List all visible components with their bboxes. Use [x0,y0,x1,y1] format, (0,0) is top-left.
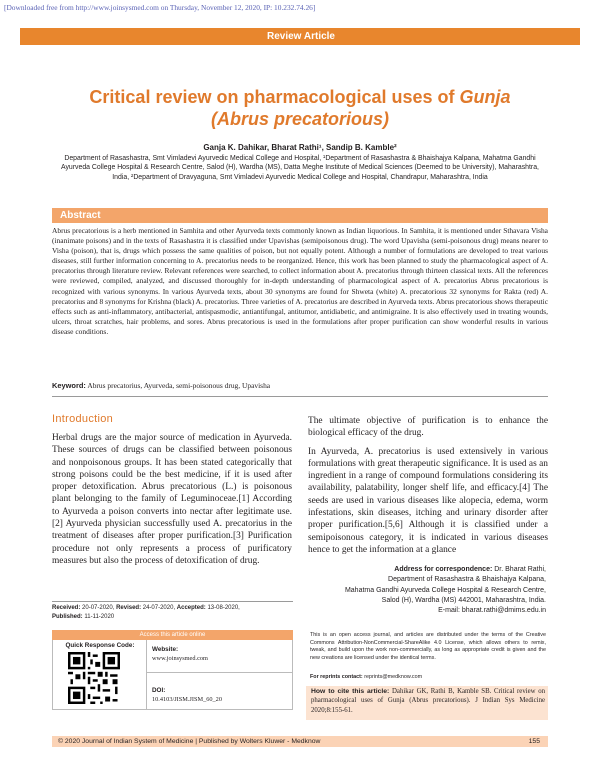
title-prefix: Critical review on pharmacological uses of [89,87,460,107]
correspondence-line: Department of Rasashastra & Bhaishajya Kalpana, [388,576,546,584]
correspondence-block [326,565,546,616]
correspondence-heading [326,565,546,575]
affiliations: Department of Rasashastra, Smt Vimladevi Ayurvedic Medical College and Hospital, ¹Department of Rasashastra & Bhaishajya Kalpana, Mahatma Gandhi Ayurveda College Hospital & Research Centre, Salod (H), Wardha (MS), Datta Meghe Institute of Medical Sciences (Deemed to be University), Maharashtra, India, ²Department of Dravyaguna, Smt Vimladevi Ayurvedic Medical College and Hospital, Chandrapur, Maharashtra, India [61,155,539,181]
access-divider-horizontal [146,672,293,673]
divider [52,396,548,397]
doi-link[interactable]: 10.4103/JISM.JISM_60_20 [152,696,222,703]
intro-right-paragraph-1: The ultimate objective of purification is to enhance the biological efficacy of the drug. [308,416,548,439]
correspondence-email[interactable]: E-mail: bharat.rathi@dmims.edu.in [438,607,546,615]
correspondence-line: Mahatma Gandhi Ayurveda College Hospital & Research Centre, [344,586,546,594]
accepted-label: Accepted: [176,605,206,611]
intro-right-column [308,415,548,562]
article-title-line2 [0,108,600,130]
intro-left-column [52,432,292,573]
access-heading: Access this article online [52,630,293,640]
intro-left-paragraph: Herbal drugs are the major source of medication in Ayurveda. These sources of drugs can be classified between poisonous and nonpoisonous groups. It has been stated categorically that strong poisons could be the best medicine, if it is used after proper detoxification. Abrus precatorious (L.) is poisonous plant belonging to the family of Leguminoceae.[1] According to Ayurveda a poison converts into nectar after legitimate use.[2] Ayurveda physician successfully used A. precatorius in the treatment of diseases after proper purification.[3] Purification procedure not only represents a process of purificatory measures but also the process of detoxification of drug. [52,433,292,566]
keywords-text: Abrus precatorius, Ayurveda, semi-poisonous drug, Upavisha [87,381,271,390]
website-label: Website: [152,646,179,653]
reprints [310,674,422,680]
license-text: This is an open access journal, and articles are distributed under the terms of the Creative Commons Attribution-NonCommercial-ShareAlike 4.0 License, which allows others to remix, tweak, and build upon the work non-commercially, as long as appropriate credit is given and the new creations are licensed under the identical terms. [310,632,546,662]
article-title-line1 [0,86,600,108]
title-line2: (Abrus precatorious) [210,109,390,129]
introduction-heading: Introduction [52,413,114,425]
doi-block [152,686,222,704]
received-label: Received: [52,605,81,611]
title-italic: Gunja [459,87,511,107]
cite-text [311,687,545,715]
website-block [152,645,208,663]
website-link[interactable]: www.joinsysmed.com [152,655,208,662]
abstract-heading: Abstract [60,210,101,221]
accepted-date: 13-08-2020, [207,605,240,611]
footer-text: © 2020 Journal of Indian System of Medicine | Published by Wolters Kluwer - Medknow [58,738,321,745]
keywords-label: Keyword: [52,381,86,390]
author-list: Ganja K. Dahikar, Bharat Rathi¹, Sandip B. Kamble² [203,143,397,152]
cite-body: Dahikar GK, Rathi B, Kamble SB. Critical review on pharmacological uses of Gunja (Abrus precatorious). J Indian Sys Medicine 2020;8:155-61. [311,688,546,714]
access-divider [146,640,147,710]
published-label: Published: [52,614,83,620]
page-number: 155 [528,738,540,745]
correspondence-label: Address for correspondence: [394,566,493,573]
correspondence-line: Salod (H), Wardha (MS) 442001, Maharashtra, India. [381,596,546,604]
reprints-label: For reprints contact: [310,674,363,680]
published-date: 11-11-2020 [84,614,115,620]
qr-code-icon[interactable] [68,652,120,704]
cite-label: How to cite this article: [311,688,390,695]
doi-label: DOI: [152,687,166,694]
reprints-email[interactable]: reprints@medknow.com [364,674,423,680]
revised-label: Revised: [116,605,142,611]
keywords [52,381,548,390]
revised-date: 24-07-2020, [142,605,176,611]
received-date: 20-07-2020, [82,605,115,611]
article-type-label: Review Article [267,31,335,42]
intro-right-paragraph-2: In Ayurveda, A. precatorius is used extensively in various formulations with great therapeutic significance. It is used as an ingredient in a range of compound formulations considering its availability, palatability, longer shelf life, and efficacy.[4] The seeds are used in various diseases like alopecia, edema, worm infestations, skin diseases, itching and urinary disorder after proper purification.[5,6] Although it is classified under a semipoisonous category, it is indicated in various diseases hence to get the information at a glance [308,446,548,555]
abstract-heading-bar [52,208,548,223]
correspondence-name: Dr. Bharat Rathi, [494,566,546,573]
dates-divider [52,601,293,602]
qr-label: Quick Response Code: [65,642,135,649]
dates-block [52,604,292,622]
download-banner: [Downloaded free from http://www.joinsysmed.com on Thursday, November 12, 2020, IP: 10.232.74.26] [4,3,316,12]
abstract-text: Abrus precatorious is a herb mentioned in Samhita and other Ayurveda texts commonly known as Indian liquorious. In Samhita, it is mentioned under Sthavara Visha (inanimate poisons) and in the texts of Rasashastra it is classified under Upavishas (semipoisonous drug). The word Upavisha (semi-poisonous drug) means nearer to Visha (poison), that is, drugs which possess the same qualities of poison, but not equally potent. Although a number of formulations are developed to treat various diseases, still further information concerning to A. precatorius needs to be reorganized. Hence, this work has been planned to study the pharmacological aspect of A. precatorius through literature review. Relevant references were searched, to collect information about A. precatorius through thirteen classical texts. All the references were reviewed, compiled, analyzed, and discussed thoroughly for in-depth understanding of pharmacological aspect of A. precatorius Abrus precatorious is recognized with various synonyms. In various Ayurveda texts, about 30 synonyms are found for Shweta (white) A. precatorious 32 synonyms for Rakta (red) A. precatorius and 8 synonyms for Krishna (black) A. precatorius. Three varieties of A. precatorius are described in Ayurveda texts. Abrus precatorious shows therapeutic effects such as anti-inflammatory, antibacterial, antispasmodic, antiantifungal, antitumor, antidiabetic, and antimigraine. It is also effectively used in treating wounds, ulcers, throat scratches, hair problems, and sores. Abrus precatorious is used in the formulations after proper purification can show wonderful results in various disease conditions. [52,226,548,336]
